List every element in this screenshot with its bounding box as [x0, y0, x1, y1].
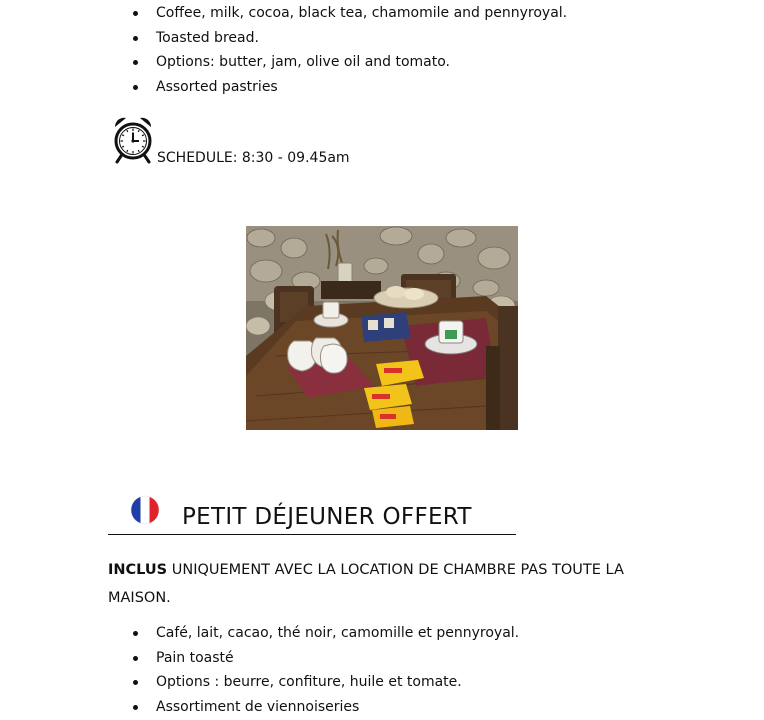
list-item: Assorted pastries: [133, 75, 567, 100]
schedule-text: SCHEDULE: 8:30 - 09.45am: [157, 150, 350, 166]
list-item: Coffee, milk, cocoa, black tea, chamomile and pennyroyal.: [133, 1, 567, 26]
list-item: Assortiment de viennoiseries: [133, 695, 519, 720]
list-item: Café, lait, cacao, thé noir, camomille et pennyroyal.: [133, 621, 519, 646]
intro-emphasis: INCLUS: [108, 562, 168, 578]
french-section-title: PETIT DÉJEUNER OFFERT: [182, 504, 472, 530]
title-underline: [108, 534, 516, 535]
french-breakfast-list: [133, 621, 519, 719]
french-intro-paragraph: [108, 556, 668, 612]
list-item: Toasted bread.: [133, 26, 567, 51]
breakfast-table-photo: [246, 226, 518, 430]
list-item: Options : beurre, confiture, huile et tomate.: [133, 670, 519, 695]
list-item: Pain toasté: [133, 646, 519, 671]
english-breakfast-list: [133, 1, 567, 99]
alarm-clock-icon: [110, 114, 156, 164]
intro-text: UNIQUEMENT AVEC LA LOCATION DE CHAMBRE PAS TOUTE LA MAISON.: [108, 562, 624, 606]
french-flag-icon: [130, 495, 160, 525]
list-item: Options: butter, jam, olive oil and tomato.: [133, 50, 567, 75]
